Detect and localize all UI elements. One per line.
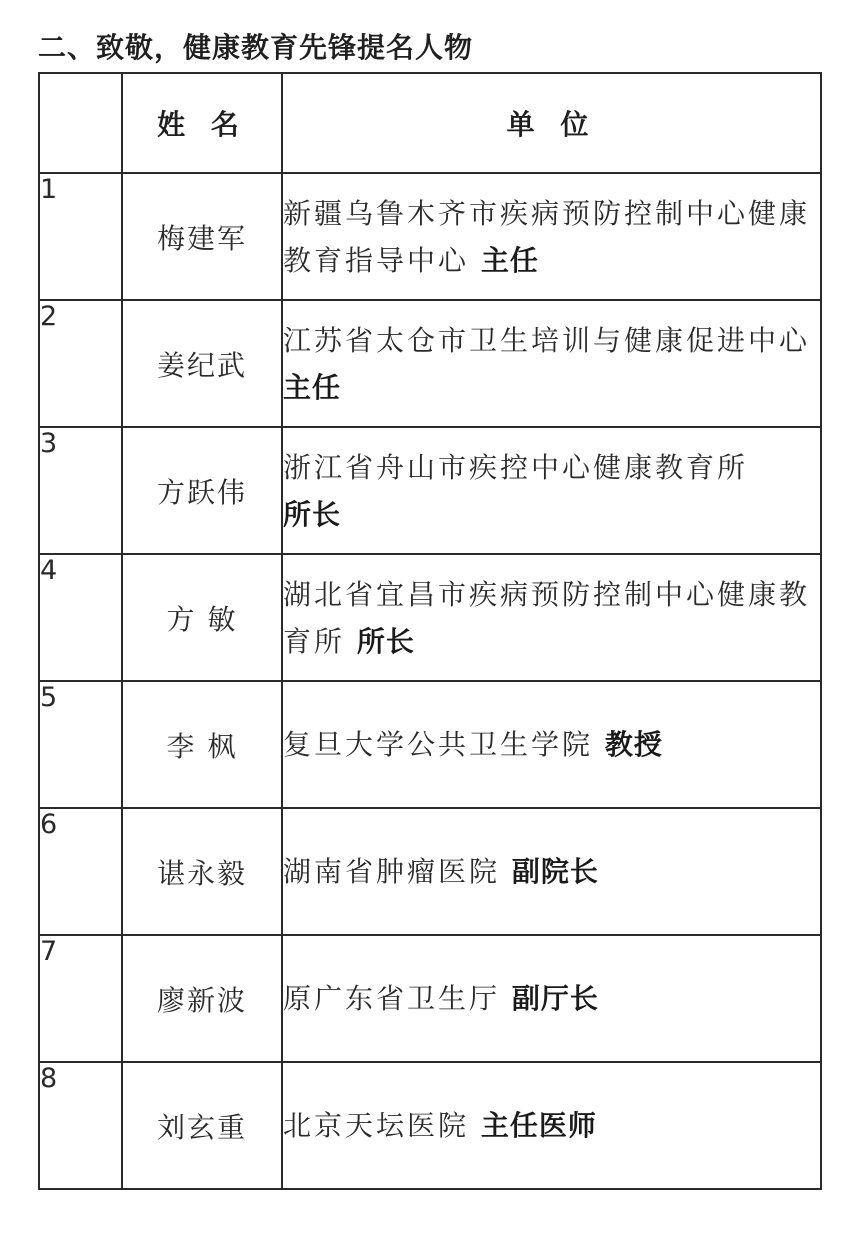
organization-text: 复旦大学公共卫生学院: [283, 728, 605, 761]
organization-cell: [282, 808, 821, 935]
organization-text: 浙江省舟山市疾控中心健康教育所: [283, 450, 749, 484]
person-name: 梅建军: [122, 173, 282, 300]
organization-cell: [282, 681, 821, 808]
row-number: 2: [39, 300, 122, 427]
job-title: 主任: [283, 370, 342, 404]
table-row: [39, 1062, 821, 1189]
person-name: 姜纪武: [122, 300, 282, 427]
row-number: 5: [39, 681, 122, 808]
job-title: 所长: [356, 624, 415, 658]
row-number: 3: [39, 427, 122, 554]
job-title: 主任: [480, 243, 539, 277]
person-name: 廖新波: [122, 935, 282, 1062]
row-number: 7: [39, 935, 122, 1062]
row-number: 1: [39, 173, 122, 300]
number-column-header: [39, 73, 122, 173]
table-row: [39, 427, 821, 554]
row-number: 6: [39, 808, 122, 935]
person-name: 方 敏: [122, 554, 282, 681]
organization-cell: [282, 935, 821, 1062]
org-column-header: 单 位: [282, 73, 821, 173]
table-row: [39, 681, 821, 808]
person-name: 谌永毅: [122, 808, 282, 935]
organization-text: 湖北省宜昌市疾病预防控制中心健康教育所: [283, 577, 811, 658]
job-title: 副院长: [511, 855, 599, 888]
organization-cell: [282, 300, 821, 427]
job-title: 所长: [283, 497, 342, 531]
person-name: 刘玄重: [122, 1062, 282, 1189]
name-column-header: 姓 名: [122, 73, 282, 173]
table-row: [39, 300, 821, 427]
person-name: 方跃伟: [122, 427, 282, 554]
job-title: 副厅长: [511, 982, 599, 1015]
nominee-table: [38, 72, 822, 1190]
organization-cell: [282, 173, 821, 300]
person-name: 李 枫: [122, 681, 282, 808]
organization-text: 新疆乌鲁木齐市疾病预防控制中心健康教育指导中心: [283, 196, 811, 277]
row-number: 4: [39, 554, 122, 681]
job-title: 主任医师: [480, 1109, 597, 1142]
organization-text: 北京天坛医院: [283, 1109, 481, 1142]
organization-text: 湖南省肿瘤医院: [283, 855, 512, 888]
table-row: [39, 935, 821, 1062]
organization-cell: [282, 554, 821, 681]
row-number: 8: [39, 1062, 122, 1189]
organization-cell: [282, 427, 821, 554]
table-header-row: [39, 73, 821, 173]
section-heading: 二、致敬，健康教育先锋提名人物: [38, 31, 474, 64]
table-row: [39, 808, 821, 935]
table-row: [39, 554, 821, 681]
organization-cell: [282, 1062, 821, 1189]
organization-text: 江苏省太仓市卫生培训与健康促进中心: [283, 323, 811, 357]
table-row: [39, 173, 821, 300]
job-title: 教授: [604, 728, 663, 761]
organization-text: 原广东省卫生厅: [283, 982, 512, 1015]
